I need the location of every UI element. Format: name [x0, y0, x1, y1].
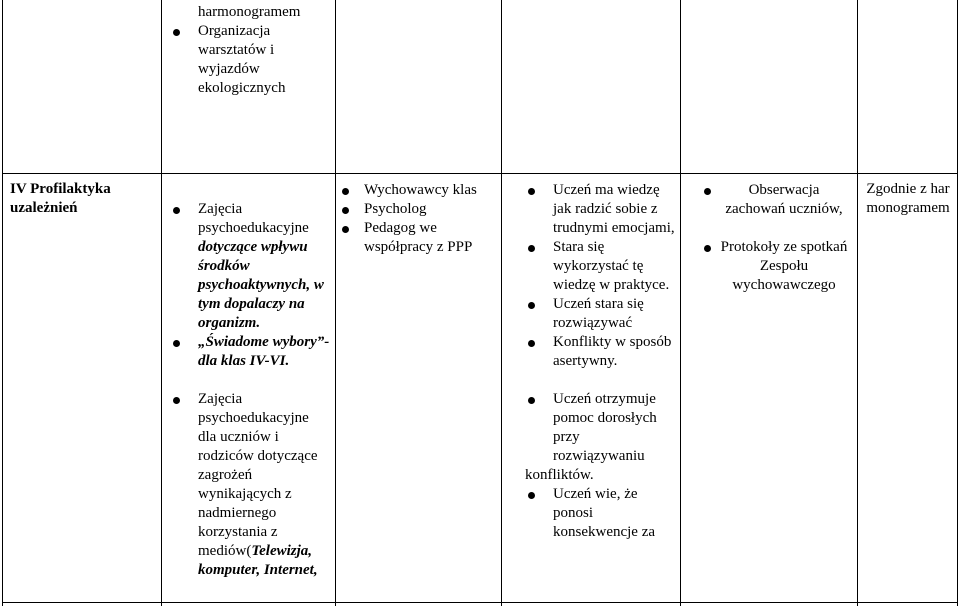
bullet-icon	[704, 188, 711, 195]
top-row-tail-text: harmonogramem	[198, 4, 301, 20]
evaluation-cell	[700, 181, 850, 295]
list-item: Uczeń otrzymuje pomoc dorosłych przy rozwiązywaniu konfliktów.	[525, 390, 675, 485]
responsible-list	[342, 181, 494, 257]
list-item: Protokoły ze spotkań Zespołu wychowawczego	[700, 238, 850, 295]
list-item: Psycholog	[342, 200, 494, 219]
list-item: Uczeń wie, że ponosi konsekwencje za	[525, 485, 675, 542]
grid-line-left	[2, 0, 3, 606]
list-item: Uczeń ma wiedzę jak radzić sobie z trudnymi emocjami,	[525, 181, 675, 238]
grid-line-row-divider	[2, 173, 958, 174]
responsible-cell	[364, 181, 494, 257]
top-row-activities-cell	[170, 3, 330, 98]
grid-line-col5	[857, 0, 858, 606]
section-title: IV Profilaktyka uzależnień	[10, 181, 111, 216]
deadline-cell: Zgodnie z harmonogramem	[866, 181, 950, 216]
grid-line-col1	[161, 0, 162, 606]
list-item: Pedagog we współpracy z PPP	[342, 219, 494, 257]
bullet-icon	[704, 245, 711, 252]
list-item: „Świadome wybory”-dla klas IV-VI.	[170, 333, 330, 371]
grid-line-col2	[335, 0, 336, 606]
list-item: Zajęcia psychoedukacyjne dotyczące wpływu środków psychoaktywnych, w tym dopalaczy na organizm.	[170, 200, 330, 333]
grid-line-right	[957, 0, 958, 606]
grid-line-col4	[680, 0, 681, 606]
outcomes-list	[525, 181, 675, 542]
list-item: Uczeń stara się rozwiązywać	[525, 295, 675, 333]
list-item: Obserwacja zachowań uczniów,	[700, 181, 850, 219]
activities-list	[170, 200, 330, 580]
grid-line-bottom	[2, 602, 958, 603]
activities-cell	[170, 200, 330, 580]
list-item: Konflikty w sposób asertywny.	[525, 333, 675, 371]
top-row-activities-list	[170, 22, 330, 98]
list-item: Wychowawcy klas	[342, 181, 494, 200]
grid-line-col3	[501, 0, 502, 606]
list-item: Zajęcia psychoedukacyjne dla uczniów i rodziców dotyczące zagrożeń wynikających z nadmiernego korzystania z mediów(Telewizja, komputer, Internet,	[170, 390, 330, 580]
list-item: Organizacja warsztatów i wyjazdów ekologicznych	[170, 22, 330, 98]
outcomes-cell	[525, 181, 675, 542]
list-item: Stara się wykorzystać tę wiedzę w praktyce.	[525, 238, 675, 295]
